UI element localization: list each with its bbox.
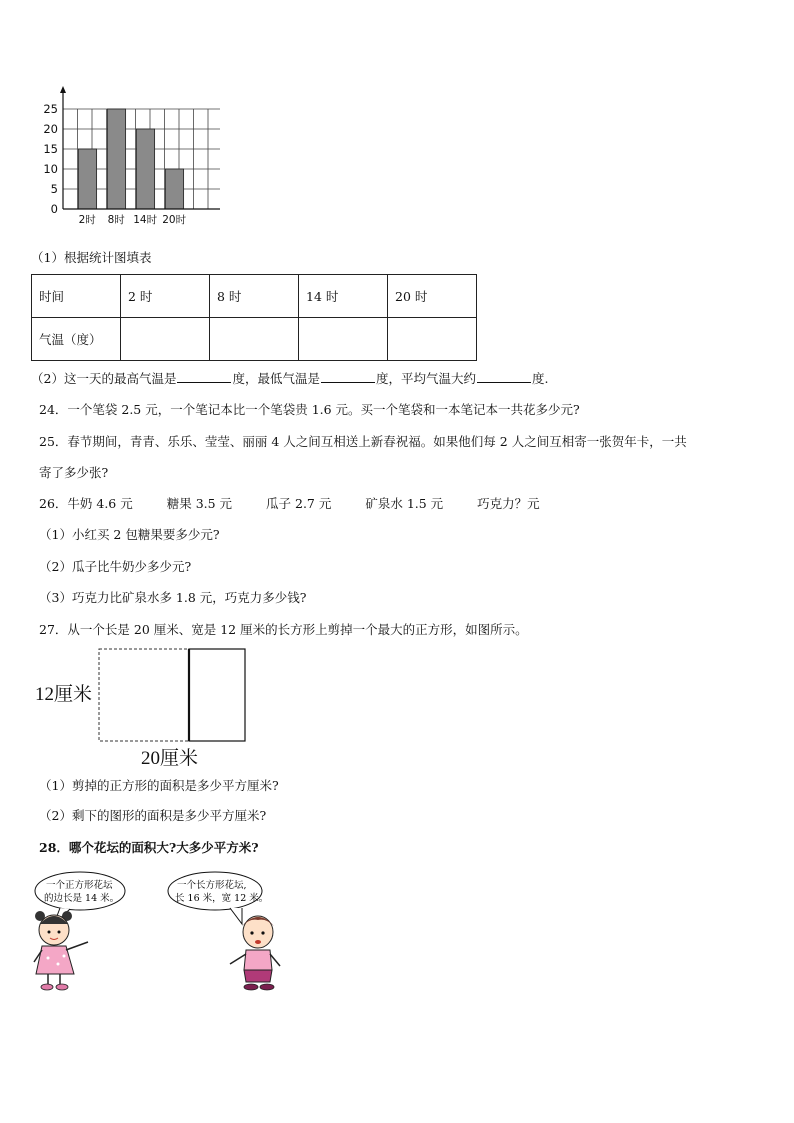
- answer-blank[interactable]: [321, 370, 375, 383]
- y-tick-label: 20: [43, 122, 58, 136]
- table-row: [32, 318, 477, 361]
- table-cell: 气温（度）: [32, 318, 121, 361]
- answer-blank[interactable]: [177, 370, 231, 383]
- price-candy: 糖果 3.5 元: [166, 496, 233, 511]
- answer-cell[interactable]: [299, 318, 388, 361]
- chart-y-tick-labels: [43, 102, 58, 216]
- width-label: 20厘米: [141, 748, 199, 769]
- boy-bubble-line1: 一个长方形花坛,: [177, 880, 247, 891]
- chart-bar: [79, 149, 97, 209]
- x-tick-label: 14时: [133, 214, 158, 226]
- answer-blank[interactable]: [477, 370, 531, 383]
- answer-cell[interactable]: [210, 318, 299, 361]
- q23-part2-text: （2）这一天的最高气温是: [31, 371, 177, 386]
- y-tick-label: 0: [50, 202, 58, 216]
- chart-bar: [108, 109, 126, 209]
- x-tick-label: 8时: [107, 214, 125, 226]
- girl-bubble-line2: 的边长是 14 米。: [44, 893, 120, 904]
- temperature-table: [31, 274, 477, 361]
- answer-cell[interactable]: [388, 318, 477, 361]
- table-cell: 时间: [32, 275, 121, 318]
- q23-part1: （1）根据统计图填表: [31, 250, 152, 265]
- chart-bar: [137, 129, 155, 209]
- q27-text: 27．从一个长是 20 厘米、宽是 12 厘米的长方形上剪掉一个最大的正方形，如图所示。: [39, 622, 528, 637]
- girl-speech-bubble: [35, 872, 125, 910]
- y-tick-label: 25: [43, 102, 58, 116]
- table-cell: 20 时: [388, 275, 477, 318]
- girl-figure: [34, 911, 88, 990]
- q26-sub1: （1）小红买 2 包糖果要多少元?: [39, 527, 220, 542]
- y-tick-label: 15: [43, 142, 58, 156]
- q26-sub3: （3）巧克力比矿泉水多 1.8 元，巧克力多少钱?: [39, 590, 307, 605]
- y-axis-arrow: [60, 86, 66, 93]
- y-tick-label: 5: [50, 182, 58, 196]
- q25-line2: 寄了多少张?: [39, 465, 109, 480]
- boy-bubble-line2: 长 16 米，宽 12 米。: [175, 893, 269, 904]
- table-cell: 8 时: [210, 275, 299, 318]
- x-tick-label: 2时: [78, 214, 96, 226]
- q23-part2: [31, 370, 548, 387]
- boy-figure: [230, 916, 280, 990]
- price-water: 矿泉水 1.5 元: [365, 496, 444, 511]
- price-seeds: 瓜子 2.7 元: [266, 496, 332, 511]
- q23-part2-text: 度，最低气温是: [232, 371, 320, 386]
- q26-sub2: （2）瓜子比牛奶少多少元?: [39, 559, 192, 574]
- boy-speech-bubble: [168, 872, 262, 910]
- temperature-bar-chart: [30, 84, 220, 234]
- chart-bar: [166, 169, 184, 209]
- q23-part2-text: 度，平均气温大约: [375, 371, 476, 386]
- q24-text: 24．一个笔袋 2.5 元，一个笔记本比一个笔袋贵 1.6 元。买一个笔袋和一本笔记本一共花多少元?: [39, 402, 580, 417]
- y-tick-label: 10: [43, 162, 58, 176]
- price-chocolate: 巧克力？元: [477, 496, 540, 511]
- rectangle-diagram: [30, 642, 260, 772]
- chart-bars: [79, 109, 184, 209]
- table-cell: 14 时: [299, 275, 388, 318]
- answer-cell[interactable]: [121, 318, 210, 361]
- flower-bed-illustration: [30, 866, 290, 1001]
- q23-part2-text: 度.: [532, 371, 549, 386]
- table-row: [32, 275, 477, 318]
- height-label: 12厘米: [35, 684, 93, 705]
- q27-sub2: （2）剩下的图形的面积是多少平方厘米?: [39, 808, 267, 823]
- price-milk: 26．牛奶 4.6 元: [39, 496, 133, 511]
- q26-prices: [39, 496, 570, 512]
- x-tick-label: 20时: [162, 214, 187, 226]
- chart-x-tick-labels: [79, 213, 187, 226]
- q25-line1: 25．春节期间，青青、乐乐、莹莹、丽丽 4 人之间互相送上新春祝福。如果他们每 2 人之间互相寄一张贺年卡，一共: [39, 434, 687, 449]
- girl-bubble-line1: 一个正方形花坛: [46, 880, 113, 891]
- remaining-rectangle: [189, 649, 245, 741]
- q27-sub1: （1）剪掉的正方形的面积是多少平方厘米?: [39, 778, 279, 793]
- table-cell: 2 时: [121, 275, 210, 318]
- q28-text: 28．哪个花坛的面积大?大多少平方米?: [39, 840, 259, 855]
